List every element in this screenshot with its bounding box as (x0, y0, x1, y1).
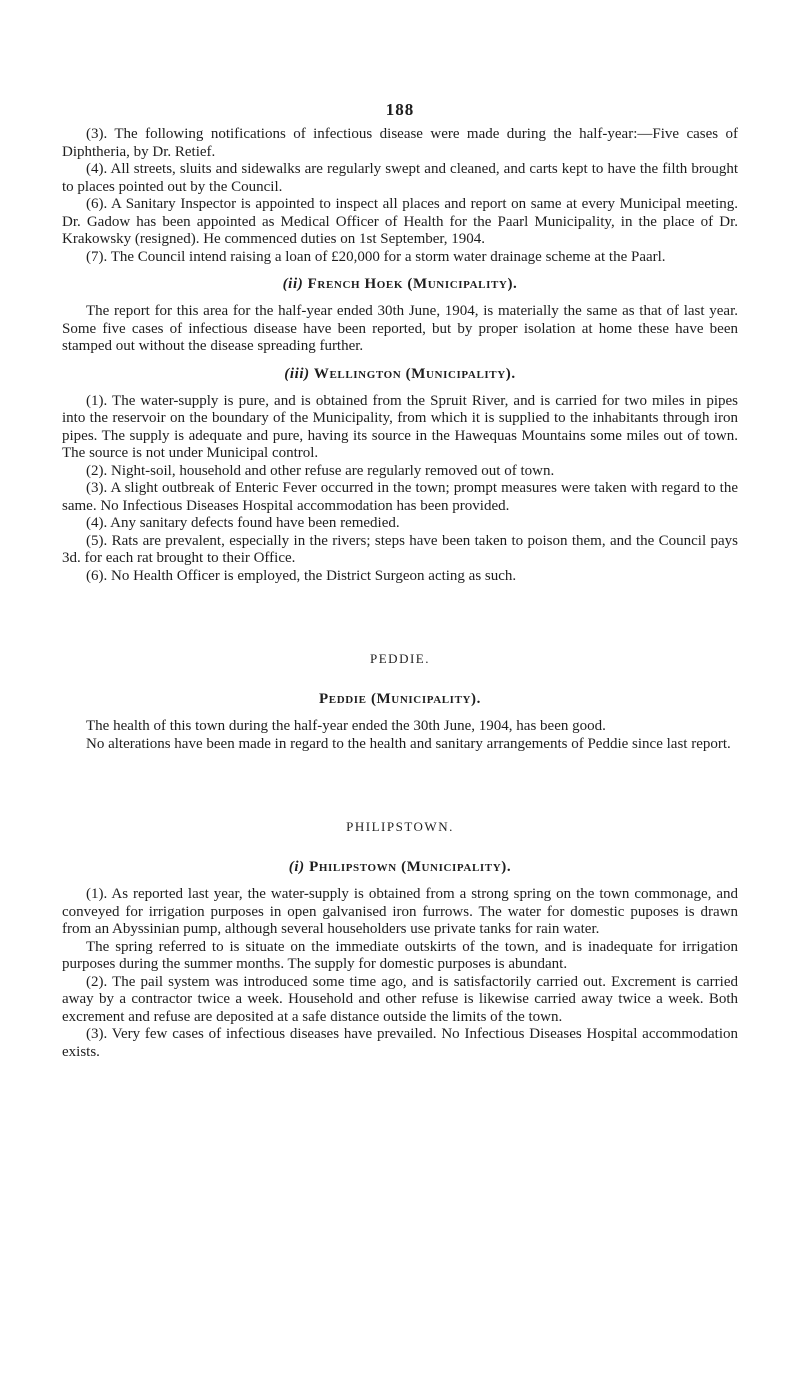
wellington-heading (62, 366, 738, 383)
peddie-district-heading: PEDDIE. (370, 651, 430, 666)
french-hoek-number: (ii) (282, 276, 304, 292)
paarl-item-4: (4). All streets, sluits and sidewalks are regularly swept and cleaned, and carts kept to have the filth brought to places pointed out by the Council. (62, 161, 738, 195)
philipstown-item-1: (1). As reported last year, the water-supply is obtained from a strong spring on the town commonage, and conveyed for irrigation purposes in open galvanised iron furrows. The water for domestic puposes is drawn from an Abyssinian pump, although several householders use private tanks for rain water. (62, 886, 738, 937)
page-content (62, 126, 738, 1061)
wellington-item-2: (2). Night-soil, household and other refuse are regularly removed out of town. (86, 462, 555, 479)
peddie-title: Peddie (Municipality). (319, 691, 481, 707)
french-hoek-paragraph: The report for this area for the half-year ended 30th June, 1904, is materially the same as that of last year. Some five cases of infectious disease have been reported, but by proper isolation at home these have been stamped out without the disease spreading further. (62, 303, 738, 354)
paarl-item-7: (7). The Council intend raising a loan of £20,000 for a storm water drainage scheme at the Paarl. (86, 248, 666, 265)
philipstown-item-1-cont: The spring referred to is situate on the immediate outskirts of the town, and is inadequate for irrigation purposes during the summer months. The supply for domestic purposes is abundant. (62, 938, 738, 972)
philipstown-heading (62, 859, 738, 876)
philipstown-district-heading: PHILIPSTOWN. (346, 819, 454, 834)
page-number: 188 (385, 100, 415, 119)
philipstown-number: (i) (288, 859, 305, 875)
peddie-paragraph-1: The health of this town during the half-year ended the 30th June, 1904, has been good. (86, 718, 606, 734)
french-hoek-title: French Hoek (Municipality). (307, 276, 518, 292)
french-hoek-heading (62, 276, 738, 293)
peddie-paragraph-2: No alterations have been made in regard to the health and sanitary arrangements of Peddie since last report. (86, 735, 731, 752)
wellington-title: Wellington (Municipality). (313, 365, 516, 382)
philipstown-title: Philipstown (Municipality). (309, 859, 512, 875)
wellington-item-3: (3). A slight outbreak of Enteric Fever occurred in the town; prompt measures were taken with regard to the same. No Infectious Diseases Hospital accommodation has been provided. (62, 480, 738, 514)
paarl-item-6: (6). A Sanitary Inspector is appointed to inspect all places and report on same at every Municipal meeting. Dr. Gadow has been appointed as Medical Officer of Health for the Paarl Municipality, in the place of Dr. Krakowsky (resigned). He commenced duties on 1st September, 1904. (62, 196, 738, 247)
philipstown-item-2: (2). The pail system was introduced some time ago, and is satisfactorily carried out. Excrement is carried away by a contractor twice a week. Household and other refuse is likewise carried away twice a week. Both excrement and refuse are deposited at a safe distance outside the limits of the town. (62, 973, 738, 1025)
peddie-heading (62, 691, 738, 708)
wellington-item-1: (1). The water-supply is pure, and is obtained from the Spruit River, and is carried for two miles in pipes into the reservoir on the boundary of the Municipality, from which it is supplied to the inhabitants through iron pipes. The supply is adequate and pure, having its source in the Hawequas Mountains some miles out of town. The source is not under Municipal control. (62, 392, 738, 461)
wellington-item-4: (4). Any sanitary defects found have been remedied. (86, 515, 400, 531)
wellington-item-5: (5). Rats are prevalent, especially in the rivers; steps have been taken to poison them, and the Council pays 3d. for each rat brought to their Office. (62, 532, 738, 566)
wellington-item-6: (6). No Health Officer is employed, the District Surgeon acting as such. (86, 567, 517, 584)
wellington-number: (iii) (284, 365, 310, 382)
paarl-item-3: (3). The following notifications of infectious disease were made during the half-year:—Five cases of Diphtheria, by Dr. Retief. (62, 126, 738, 160)
philipstown-item-3: (3). Very few cases of infectious diseases have prevailed. No Infectious Diseases Hospital accommodation exists. (62, 1026, 738, 1060)
